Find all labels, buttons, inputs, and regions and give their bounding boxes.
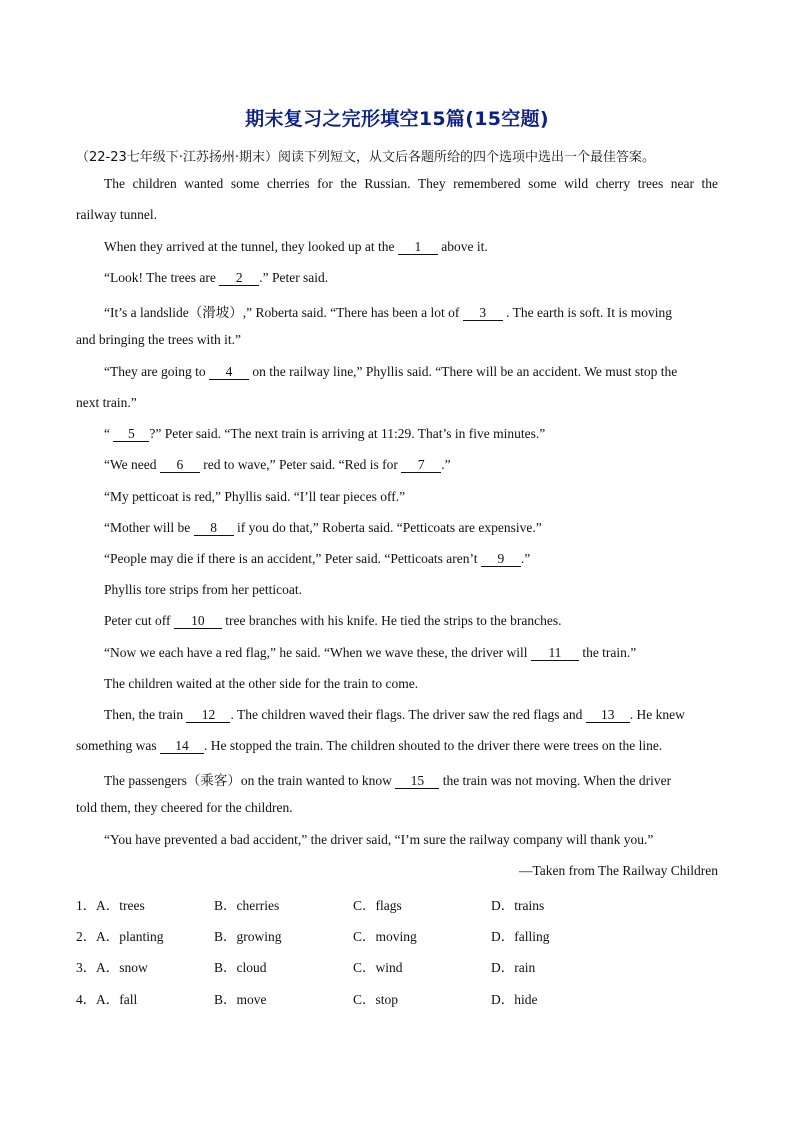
blank-12: 12 <box>186 708 230 723</box>
passage-line: and bringing the trees with it.” <box>76 332 241 347</box>
passage-line: The children waited at the other side for the train to come. <box>104 676 419 691</box>
intro-instruction: （22-23七年级下·江苏扬州·期末）阅读下列短文，从文后各题所给的四个选项中选出一个最佳答案。 <box>76 150 656 165</box>
option-c[interactable]: C．flags <box>353 898 402 913</box>
question-number: 4． <box>76 992 97 1007</box>
option-c[interactable]: C．wind <box>353 960 403 975</box>
passage-line: Phyllis tore strips from her petticoat. <box>104 582 302 597</box>
question-number: 3． <box>76 960 97 975</box>
blank-7: 7 <box>401 458 441 473</box>
blank-3: 3 <box>463 306 503 321</box>
passage-line: The passengers（乘客）on the train wanted to know 15 the train was not moving. When the driver <box>104 773 672 788</box>
option-a[interactable]: A．snow <box>96 960 148 975</box>
passage-line: “They are going to 4 on the railway line,” Phyllis said. “There will be an accident. We must stop the <box>104 364 678 379</box>
blank-6: 6 <box>160 458 200 473</box>
blank-13: 13 <box>586 708 630 723</box>
blank-2: 2 <box>219 271 259 286</box>
question-4 <box>76 988 676 1006</box>
question-number: 2． <box>76 929 97 944</box>
passage-line: railway tunnel. <box>76 207 157 222</box>
passage-line: told them, they cheered for the children. <box>76 800 293 815</box>
passage-line: “Mother will be 8 if you do that,” Roberta said. “Petticoats are expensive.” <box>104 520 542 535</box>
passage-line: Peter cut off 10 tree branches with his knife. He tied the strips to the branches. <box>104 613 562 628</box>
passage-line: “You have prevented a bad accident,” the driver said, “I’m sure the railway company will thank you.” <box>104 832 654 847</box>
passage-line: “ 5 ?” Peter said. “The next train is arriving at 11:29. That’s in five minutes.” <box>104 426 546 441</box>
option-a[interactable]: A．fall <box>96 992 138 1007</box>
passage-line: “Now we each have a red flag,” he said. “When we wave these, the driver will 11 the train.” <box>104 645 637 660</box>
passage-line: “It’s a landslide（滑坡）,” Roberta said. “There has been a lot of 3 . The earth is soft. It is moving <box>104 305 672 320</box>
option-a[interactable]: A．trees <box>96 898 145 913</box>
page-title: 期末复习之完形填空15篇(15空题) <box>245 108 549 130</box>
passage-line: “Look! The trees are 2 .” Peter said. <box>104 270 329 285</box>
blank-15: 15 <box>395 774 439 789</box>
question-2 <box>76 925 676 943</box>
option-b[interactable]: B．growing <box>214 929 282 944</box>
option-d[interactable]: D．hide <box>491 992 538 1007</box>
option-c[interactable]: C．stop <box>353 992 399 1007</box>
option-b[interactable]: B．cherries <box>214 898 280 913</box>
blank-5: 5 <box>113 427 149 442</box>
option-d[interactable]: D．trains <box>491 898 545 913</box>
passage-line: something was 14 . He stopped the train. The children shouted to the driver there were trees on the line. <box>76 738 663 753</box>
option-b[interactable]: B．cloud <box>214 960 267 975</box>
passage-line: “People may die if there is an accident,” Peter said. “Petticoats aren’t 9 .” <box>104 551 531 566</box>
blank-8: 8 <box>194 521 234 536</box>
blank-11: 11 <box>531 646 579 661</box>
question-3 <box>76 956 676 974</box>
option-c[interactable]: C．moving <box>353 929 417 944</box>
passage-source: —Taken from The Railway Children <box>518 863 718 878</box>
option-b[interactable]: B．move <box>214 992 267 1007</box>
passage-line: When they arrived at the tunnel, they looked up at the 1 above it. <box>104 239 488 254</box>
passage-line: “We need 6 red to wave,” Peter said. “Red is for 7 .” <box>104 457 451 472</box>
blank-10: 10 <box>174 614 222 629</box>
blank-4: 4 <box>209 365 249 380</box>
passage-line: “My petticoat is red,” Phyllis said. “I’ll tear pieces off.” <box>104 489 406 504</box>
blank-14: 14 <box>160 739 204 754</box>
question-number: 1． <box>76 898 97 913</box>
option-a[interactable]: A．planting <box>96 929 164 944</box>
passage-line: The children wanted some cherries for the Russian. They remembered some wild cherry trees near the <box>104 176 718 191</box>
question-1 <box>76 894 676 912</box>
passage-line: next train.” <box>76 395 137 410</box>
blank-1: 1 <box>398 240 438 255</box>
option-d[interactable]: D．falling <box>491 929 550 944</box>
passage-line: Then, the train 12 . The children waved their flags. The driver saw the red flags and 13 . He knew <box>104 707 685 722</box>
option-d[interactable]: D．rain <box>491 960 536 975</box>
blank-9: 9 <box>481 552 521 567</box>
